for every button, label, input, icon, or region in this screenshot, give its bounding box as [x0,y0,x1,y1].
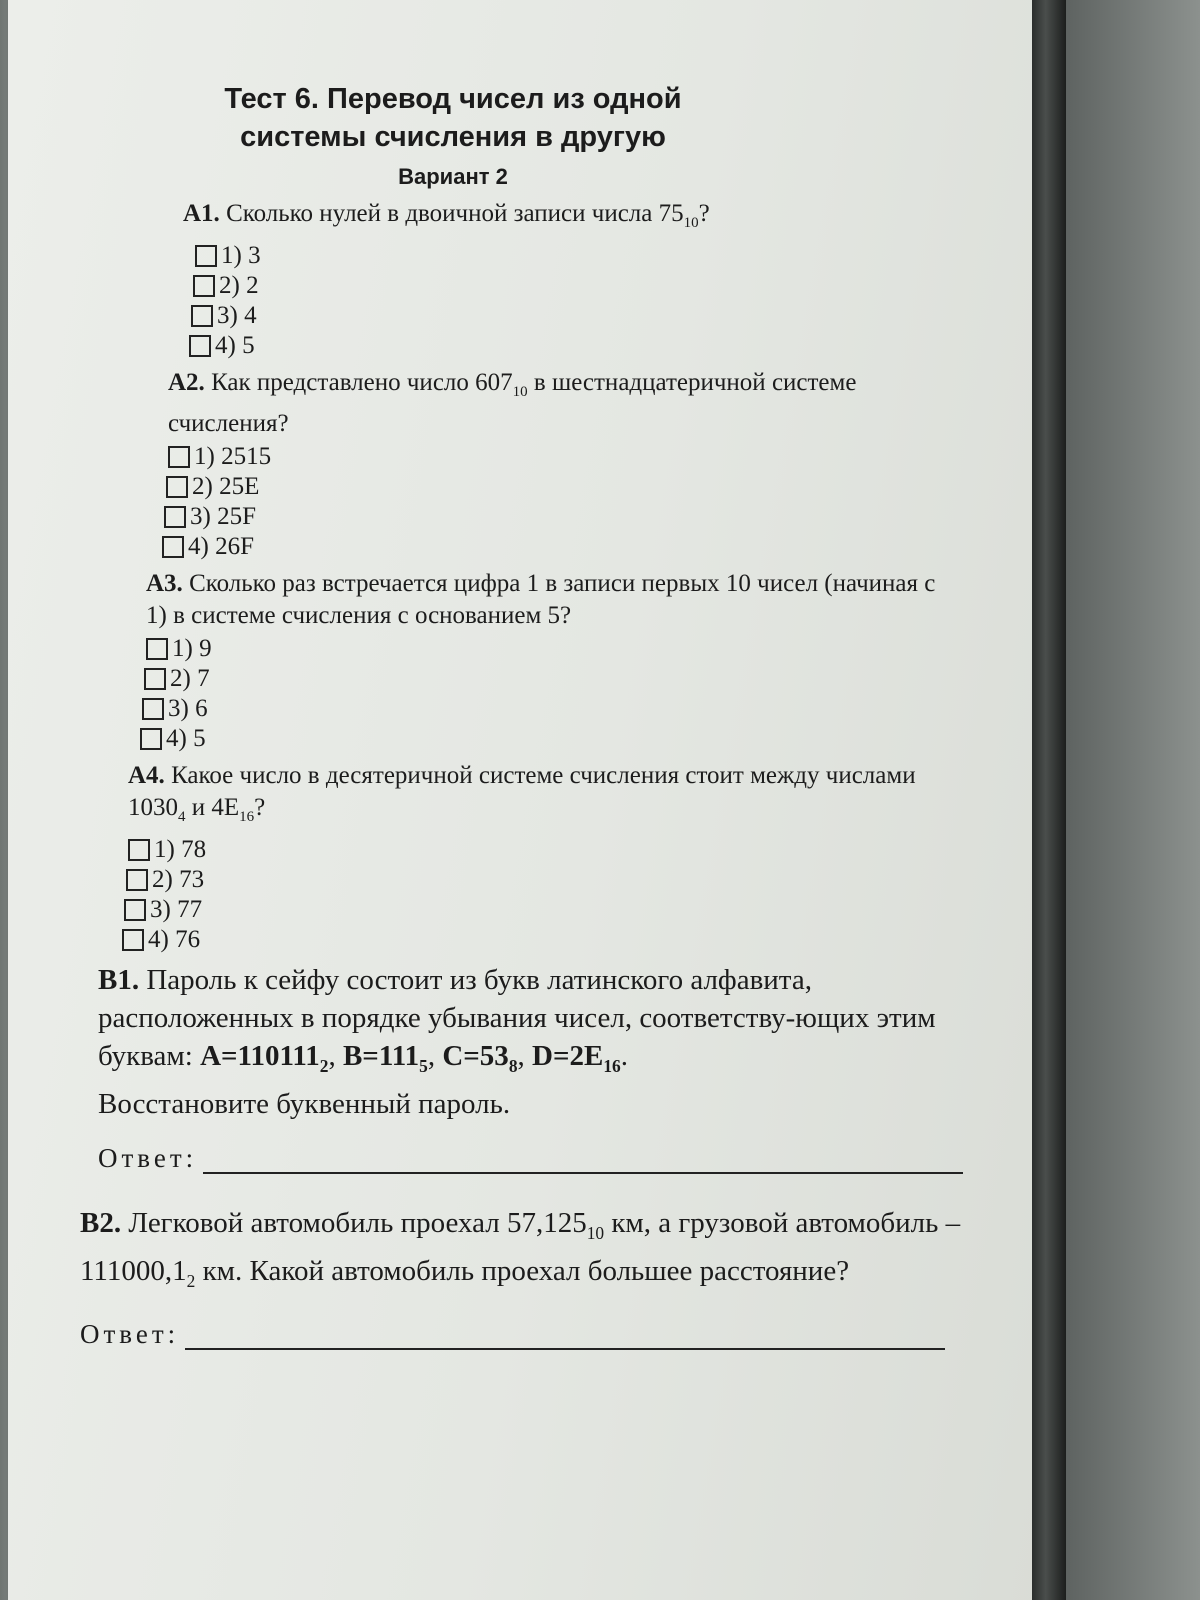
value-b [342,1040,428,1076]
options-list [146,634,956,754]
question-number: А2. [168,369,205,396]
value-d-text: D=2E [532,1040,604,1072]
checkbox[interactable] [189,335,211,357]
option[interactable] [162,532,948,562]
option-label: 2) 7 [170,665,210,692]
option[interactable] [124,895,968,925]
question-body: Пароль к сейфу состоит из букв латинского алфавита, расположенных в порядке убывания чисел, соответству-ющих этим буквам: [98,964,936,1072]
option-label: 3) 77 [150,896,203,923]
answer-row [98,1143,988,1174]
subscript: 10 [683,215,699,231]
options-list [128,835,968,955]
value-c [442,1040,518,1076]
option-label: 3) 6 [168,695,208,722]
question-mid: км, а грузовой автомобиль – 111000,1 [80,1206,961,1287]
option-label: 1) 9 [172,635,212,662]
question-a2 [68,367,948,562]
option[interactable] [183,271,1008,301]
option[interactable] [183,241,1008,271]
subscript: 2 [319,1055,329,1076]
option-label: 3) 4 [217,302,257,329]
answer-label: Ответ: [80,1319,180,1350]
options-list [183,241,1008,361]
question-body: Как представлено число 607 [211,369,513,396]
answer-label: Ответ: [98,1142,198,1173]
option[interactable] [164,502,948,532]
checkbox[interactable] [142,698,164,720]
page-content [68,80,1008,1380]
question-text [80,1204,990,1300]
option[interactable] [144,664,956,694]
question-tail: км. Какой автомобиль проехал большее расстояние? [195,1254,850,1287]
answer-row [80,1319,990,1350]
option-label: 4) 5 [166,725,206,752]
question-body: Легковой автомобиль проехал 57,125 [128,1206,587,1239]
option-label: 2) 25E [192,473,260,500]
checkbox[interactable] [140,728,162,750]
option[interactable] [122,925,968,955]
test-page [8,0,1048,1600]
subscript: 8 [508,1055,518,1076]
option[interactable] [183,301,1008,331]
subscript: 4 [178,809,186,825]
subscript: 2 [186,1270,196,1291]
question-body: Сколько раз встречается цифра 1 в записи первых 10 чисел (начиная с 1) в системе счисления с основанием 5? [146,570,936,629]
checkbox[interactable] [193,275,215,297]
subscript: 5 [419,1055,428,1076]
question-number: В2. [80,1206,122,1239]
option-label: 2) 73 [152,866,205,893]
option-label: 1) 78 [154,836,207,863]
option-label: 4) 26F [188,533,254,560]
option-label: 1) 2515 [194,443,272,470]
value-a-text: A=110111 [200,1040,320,1072]
value-b-text: B=111 [342,1040,420,1072]
question-text [146,568,956,632]
question-a4 [68,760,968,955]
option[interactable] [140,724,956,754]
option-label: 4) 5 [215,332,255,359]
question-body: Какое число в десятеричной системе счисления стоит между числами 1030 [128,762,916,821]
question-number: В1. [98,964,140,996]
options-list [168,442,948,562]
option[interactable] [128,835,968,865]
page-title [68,80,1008,156]
title-line-1: Тест 6. Перевод чисел из одной [224,83,682,115]
checkbox[interactable] [168,446,190,468]
checkbox[interactable] [164,506,186,528]
question-number: А1. [183,200,220,227]
question-text [128,760,968,833]
question-tail: в шестнадцатеричной системе счисления? [168,369,857,437]
question-b1 [68,961,988,1174]
checkbox[interactable] [191,305,213,327]
question-tail: Восстановите буквенный пароль. [98,1087,511,1120]
checkbox[interactable] [128,839,150,861]
subscript: 10 [586,1222,605,1243]
binder-spine [1032,0,1066,1600]
question-text [183,198,1008,239]
subscript: 16 [603,1055,621,1076]
option[interactable] [183,331,1008,361]
title-line-2: системы счисления в другую [240,121,666,153]
answer-field[interactable] [185,1322,945,1350]
checkbox[interactable] [162,536,184,558]
question-tail: ? [698,200,710,227]
checkbox[interactable] [144,668,166,690]
question-tail: ? [254,794,266,821]
variant-label: Вариант 2 [398,164,508,189]
subscript: 16 [239,809,255,825]
question-b2 [68,1204,990,1351]
value-d [532,1040,621,1076]
checkbox[interactable] [146,638,168,660]
next-page-edge [1066,0,1200,1600]
question-text [168,367,948,440]
answer-field[interactable] [203,1146,963,1174]
checkbox[interactable] [195,245,217,267]
question-mid: и 4E [185,794,240,821]
question-body: Сколько нулей в двоичной записи числа 75 [226,200,684,227]
question-number: А3. [146,570,183,597]
question-a1 [68,198,1008,361]
option-label: 3) 25F [190,503,256,530]
option-label: 4) 76 [148,926,201,953]
value-c-text: C=53 [442,1040,509,1072]
question-number: А4. [128,762,165,789]
option[interactable] [168,442,948,472]
option-label: 2) 2 [219,272,259,299]
option[interactable] [142,694,956,724]
question-a3 [68,568,956,754]
checkbox[interactable] [166,476,188,498]
option-label: 1) 3 [221,242,261,269]
checkbox[interactable] [122,929,144,951]
value-a [200,1040,329,1076]
question-text: В1. Пароль к сейфу состоит из букв латинского алфавита, расположенных в порядке убывания чисел, соответству-ющих этим буквам: $A=110111_2$, $B=111_5$, $C=53_8$, $D=2E_{16}$. Восстановите буквенный пароль. [98,964,936,1120]
option[interactable] [126,865,968,895]
subscript: 10 [512,384,528,400]
option[interactable] [146,634,956,664]
option[interactable] [166,472,948,502]
checkbox[interactable] [124,899,146,921]
checkbox[interactable] [126,869,148,891]
